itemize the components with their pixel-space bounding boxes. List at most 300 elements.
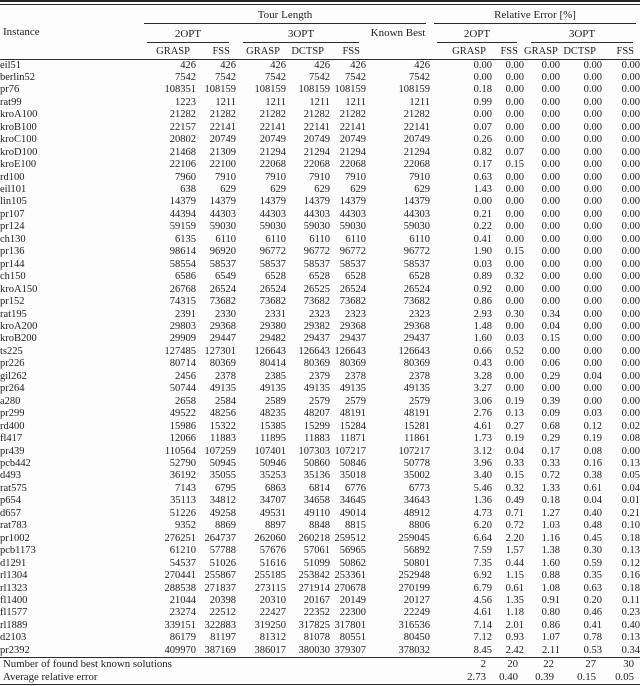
relative-error-cell: 0.21 <box>473 208 492 220</box>
tour-length-cell: 26768 <box>169 283 196 295</box>
tour-length-cell: 29380 <box>259 321 286 333</box>
instance-cell: kroA200 <box>0 321 38 333</box>
tour-length-cell: 80369 <box>303 358 330 370</box>
table-row <box>0 558 640 570</box>
table-row <box>0 446 640 458</box>
tour-length-cell: 6814 <box>309 482 330 494</box>
summary-value: 0.39 <box>535 671 554 684</box>
tour-length-cell: 9352 <box>175 520 196 532</box>
column-header-fss: FSS <box>212 45 230 57</box>
tour-length-cell: 14379 <box>339 196 366 208</box>
tour-length-cell: 49135 <box>339 383 366 395</box>
instance-cell: pr439 <box>0 445 25 457</box>
tour-length-cell: 96772 <box>339 246 366 258</box>
relative-error-cell: 1.35 <box>505 594 524 606</box>
tour-length-cell: 22352 <box>303 607 330 619</box>
table-row <box>0 358 640 370</box>
tour-length-cell: 339151 <box>164 619 196 631</box>
table-row <box>0 470 640 482</box>
tour-length-cell: 7910 <box>309 171 330 183</box>
relative-error-cell: 0.00 <box>621 246 640 258</box>
tour-length-cell: 49135 <box>303 383 330 395</box>
relative-error-cell: 0.18 <box>473 84 492 96</box>
instance-cell: pr144 <box>0 258 25 270</box>
relative-error-cell: 0.04 <box>505 445 524 457</box>
relative-error-cell: 0.00 <box>621 345 640 357</box>
tour-length-cell: 51226 <box>169 507 196 519</box>
tour-length-cell: 80369 <box>209 358 236 370</box>
opt3-label: 3OPT <box>243 28 359 43</box>
relative-error-cell: 7.59 <box>473 545 492 557</box>
known-best-cell: 80450 <box>403 632 430 644</box>
relative-error-cell: 0.00 <box>473 59 492 71</box>
relative-error-cell: 0.13 <box>505 408 524 420</box>
relative-error-cell: 0.41 <box>473 233 492 245</box>
tour-length-cell: 380030 <box>298 644 330 656</box>
relative-error-cell: 0.00 <box>583 383 602 395</box>
column-header-grasp: GRASP <box>156 45 190 57</box>
relative-error-cell: 0.00 <box>505 59 524 71</box>
opt2-label: 2OPT <box>437 28 517 43</box>
instance-cell: pr136 <box>0 246 25 258</box>
relative-error-cell: 0.00 <box>505 221 524 233</box>
relative-error-cell: 0.16 <box>621 570 640 582</box>
tour-length-cell: 2579 <box>345 395 366 407</box>
table-row <box>0 72 640 84</box>
relative-error-cell: 0.04 <box>541 321 560 333</box>
tour-length-cell: 44303 <box>259 208 286 220</box>
relative-error-cell: 0.08 <box>621 433 640 445</box>
table-row <box>0 147 640 159</box>
column-header-dctsp: DCTSP <box>291 45 324 57</box>
instance-cell: fl1400 <box>0 594 28 606</box>
relative-error-cell: 0.49 <box>505 495 524 507</box>
instance-cell: pcb442 <box>0 458 31 469</box>
tour-length-cell: 6528 <box>309 271 330 283</box>
table-row <box>0 346 640 358</box>
tour-length-cell: 98614 <box>169 246 196 258</box>
relative-error-cell: 0.00 <box>621 84 640 96</box>
relative-error-cell: 0.00 <box>541 296 560 308</box>
instance-cell: pr107 <box>0 208 25 220</box>
tour-length-cell: 49110 <box>304 507 330 519</box>
tour-length-cell: 2391 <box>175 308 196 320</box>
relative-error-cell: 0.00 <box>621 445 640 457</box>
table-row <box>0 520 640 532</box>
tour-length-cell: 58537 <box>209 258 236 270</box>
known-best-cell: 22249 <box>403 607 430 619</box>
relative-error-cell: 0.00 <box>583 395 602 407</box>
relative-error-cell: 0.86 <box>541 619 560 631</box>
known-best-cell: 48912 <box>403 507 430 519</box>
relative-error-cell: 0.34 <box>541 308 560 320</box>
relative-error-cell: 0.00 <box>505 358 524 370</box>
relative-error-cell: 0.00 <box>621 258 640 270</box>
known-best-cell: 44303 <box>403 208 430 220</box>
tour-length-cell: 2331 <box>265 308 286 320</box>
relative-error-cell: 0.00 <box>505 184 524 196</box>
relative-error-cell: 1.57 <box>505 545 524 557</box>
relative-error-cell: 0.00 <box>621 308 640 320</box>
tour-length-cell: 35055 <box>209 470 236 482</box>
tour-length-cell: 35113 <box>170 495 196 507</box>
tour-length-cell: 48256 <box>209 408 236 420</box>
relative-error-cell: 0.15 <box>505 246 524 258</box>
relative-error-cell: 0.00 <box>583 71 602 83</box>
tour-length-cell: 110564 <box>164 445 196 457</box>
relative-error-cell: 0.00 <box>621 96 640 108</box>
relative-error-cell: 1.60 <box>541 557 560 569</box>
relative-error-cell: 0.00 <box>505 109 524 121</box>
relative-error-cell: 4.73 <box>473 507 492 519</box>
relative-error-cell: 0.00 <box>541 383 560 395</box>
relative-error-cell: 5.46 <box>473 482 492 494</box>
tour-length-cell: 426 <box>220 59 236 71</box>
tour-length-cell: 80714 <box>169 358 196 370</box>
relative-error-cell: 0.63 <box>583 582 602 594</box>
tour-length-cell: 51616 <box>259 557 286 569</box>
relative-error-cell: 0.82 <box>473 146 492 158</box>
relative-error-cell: 0.89 <box>473 271 492 283</box>
tour-length-cell: 108159 <box>254 84 286 96</box>
table-row <box>0 109 640 121</box>
instance-cell: rl1304 <box>0 570 28 582</box>
instance-cell: d493 <box>0 470 21 482</box>
relative-error-cell: 0.00 <box>621 370 640 382</box>
relative-error-cell: 0.59 <box>583 557 602 569</box>
tour-length-cell: 426 <box>270 59 286 71</box>
tour-length-cell: 7960 <box>175 171 196 183</box>
tour-length-cell: 2456 <box>175 370 196 382</box>
relative-error-cell: 0.00 <box>583 96 602 108</box>
tour-length-cell: 108159 <box>298 84 330 96</box>
tour-length-cell: 22141 <box>259 121 286 133</box>
results-table <box>0 4 640 685</box>
tour-length-cell: 50946 <box>259 458 286 469</box>
tour-length-cell: 2658 <box>175 395 196 407</box>
tour-length-cell: 126643 <box>298 345 330 357</box>
relative-error-cell: 0.00 <box>541 171 560 183</box>
tour-length-cell: 22068 <box>303 159 330 171</box>
tour-length-cell: 20802 <box>169 134 196 146</box>
tour-length-cell: 126643 <box>254 345 286 357</box>
relative-error-cell: 0.00 <box>541 258 560 270</box>
known-best-cell: 35002 <box>403 470 430 482</box>
instance-cell: pr264 <box>0 383 25 395</box>
relative-error-cell: 0.08 <box>583 445 602 457</box>
tour-length-cell: 255185 <box>254 570 286 582</box>
known-best-cell: 49135 <box>403 383 430 395</box>
known-best-cell: 48191 <box>403 408 430 420</box>
table-row <box>0 408 640 420</box>
relative-error-cell: 0.41 <box>583 619 602 631</box>
tour-length-cell: 108159 <box>204 84 236 96</box>
instance-cell: ch150 <box>0 271 26 283</box>
relative-error-cell: 0.00 <box>541 184 560 196</box>
instance-cell: pr2392 <box>0 644 30 656</box>
table-row <box>0 495 640 507</box>
relative-error-cell: 1.33 <box>541 482 560 494</box>
relative-error-cell: 3.28 <box>473 370 492 382</box>
summary-value: 2 <box>480 658 486 671</box>
tour-length-cell: 49135 <box>259 383 286 395</box>
tour-length-cell: 629 <box>220 184 236 196</box>
tour-length-cell: 426 <box>180 59 196 71</box>
relative-error-cell: 0.00 <box>621 184 640 196</box>
table-row <box>0 583 640 595</box>
tour-length-cell: 26524 <box>209 283 236 295</box>
summary-row-average-error <box>0 671 640 684</box>
tour-length-cell: 11895 <box>260 433 286 445</box>
tour-length-cell: 29909 <box>169 333 196 345</box>
relative-error-cell: 0.17 <box>541 445 560 457</box>
known-best-cell: 50778 <box>403 458 430 469</box>
table-row <box>0 159 640 171</box>
relative-error-cell: 0.00 <box>541 233 560 245</box>
table-row <box>0 59 640 72</box>
instance-cell: pr76 <box>0 84 20 96</box>
known-best-cell: 21294 <box>403 146 430 158</box>
known-best-cell: 629 <box>414 184 430 196</box>
relative-error-cell: 0.00 <box>621 296 640 308</box>
tour-length-cell: 1223 <box>175 96 196 108</box>
tour-length-cell: 57788 <box>209 545 236 557</box>
table-body <box>0 59 640 658</box>
tour-length-cell: 20749 <box>259 134 286 146</box>
tour-length-cell: 262060 <box>254 532 286 544</box>
known-best-cell: 6528 <box>409 271 430 283</box>
relative-error-cell: 0.00 <box>541 345 560 357</box>
relative-error-cell: 0.53 <box>583 644 602 656</box>
relative-error-cell: 0.46 <box>583 607 602 619</box>
relative-error-cell: 0.88 <box>541 570 560 582</box>
tour-length-cell: 58537 <box>259 258 286 270</box>
tour-length-cell: 48207 <box>303 408 330 420</box>
relative-error-cell: 0.00 <box>583 333 602 345</box>
summary-value: 27 <box>585 658 596 671</box>
relative-error-cell: 0.86 <box>473 296 492 308</box>
relative-error-cell: 0.44 <box>505 557 524 569</box>
relative-error-cell: 0.00 <box>583 233 602 245</box>
relative-error-cell: 2.93 <box>473 308 492 320</box>
tour-length-cell: 59030 <box>259 221 286 233</box>
instance-cell: pr1002 <box>0 532 30 544</box>
relative-error-cell: 1.48 <box>473 321 492 333</box>
instance-cell: kroB100 <box>0 121 37 133</box>
table-summary <box>0 658 640 685</box>
tour-length-cell: 7542 <box>309 71 330 83</box>
known-best-cell: 26524 <box>403 283 430 295</box>
table-row <box>0 172 640 184</box>
tour-length-cell: 107217 <box>334 445 366 457</box>
relative-error-cell: 7.35 <box>473 557 492 569</box>
relative-error-cell: 0.04 <box>621 482 640 494</box>
relative-error-cell: 0.21 <box>621 507 640 519</box>
tour-length-cell: 73682 <box>259 296 286 308</box>
relative-error-cell: 0.00 <box>583 345 602 357</box>
known-best-cell: 108159 <box>398 84 430 96</box>
tour-length-cell: 387169 <box>204 644 236 656</box>
relative-error-cell: 0.03 <box>505 333 524 345</box>
table-row <box>0 333 640 345</box>
relative-error-cell: 0.10 <box>621 520 640 532</box>
tour-length-cell: 2589 <box>265 395 286 407</box>
summary-row-best-known <box>0 658 640 671</box>
tour-length-cell: 36192 <box>169 470 196 482</box>
relative-error-cell: 0.91 <box>541 594 560 606</box>
tour-length-cell: 15322 <box>209 420 236 432</box>
instance-cell: pr152 <box>0 296 25 308</box>
relative-error-cell: 0.00 <box>621 395 640 407</box>
relative-error-cell: 3.27 <box>473 383 492 395</box>
tour-length-cell: 2323 <box>309 308 330 320</box>
tour-length-cell: 379307 <box>334 644 366 656</box>
table-row <box>0 134 640 146</box>
tour-length-cell: 74315 <box>169 296 196 308</box>
relative-error-cell: 0.00 <box>505 208 524 220</box>
tour-length-cell: 7143 <box>175 482 196 494</box>
tour-length-cell: 22427 <box>259 607 286 619</box>
tour-length-cell: 57676 <box>259 545 286 557</box>
known-best-cell: 14379 <box>403 196 430 208</box>
summary-value: 0.05 <box>615 671 635 684</box>
instance-cell: kroB200 <box>0 333 37 345</box>
table-row <box>0 321 640 333</box>
tour-length-cell: 259512 <box>334 532 366 544</box>
known-best-cell: 20749 <box>403 134 430 146</box>
instance-cell: berlin52 <box>0 71 35 83</box>
group-header-3opt-tour <box>236 24 366 43</box>
tour-length-cell: 20310 <box>259 594 286 606</box>
tour-length-cell: 270678 <box>334 582 366 594</box>
tour-length-cell: 21468 <box>169 146 196 158</box>
tour-length-cell: 59030 <box>303 221 330 233</box>
relative-error-cell: 0.71 <box>505 507 524 519</box>
tour-length-cell: 86179 <box>169 632 196 644</box>
tour-length-cell: 6528 <box>345 271 366 283</box>
table-row <box>0 458 640 470</box>
relative-error-cell: 0.18 <box>621 532 640 544</box>
relative-error-cell: 0.00 <box>505 258 524 270</box>
relative-error-cell: 1.18 <box>505 607 524 619</box>
table-row <box>0 645 640 658</box>
tour-length-cell: 6135 <box>175 233 196 245</box>
tour-length-cell: 7910 <box>265 171 286 183</box>
tour-length-cell: 29803 <box>169 321 196 333</box>
tour-length-cell: 1211 <box>265 96 286 108</box>
tour-length-cell: 81078 <box>303 632 330 644</box>
table-row <box>0 97 640 109</box>
relative-error-cell: 0.12 <box>583 420 602 432</box>
relative-error-cell: 1.03 <box>541 520 560 532</box>
table-row <box>0 246 640 258</box>
tour-length-cell: 6586 <box>175 271 196 283</box>
relative-error-cell: 1.07 <box>541 632 560 644</box>
instance-cell: rl1889 <box>0 619 28 631</box>
relative-error-cell: 0.40 <box>583 507 602 519</box>
relative-error-cell: 4.61 <box>473 607 492 619</box>
tour-length-cell: 21309 <box>209 146 236 158</box>
relative-error-cell: 0.15 <box>505 470 524 482</box>
relative-error-cell: 0.38 <box>583 470 602 482</box>
relative-error-cell: 0.17 <box>473 159 492 171</box>
tour-length-cell: 11871 <box>340 433 366 445</box>
table-row <box>0 122 640 134</box>
tour-length-cell: 96772 <box>259 246 286 258</box>
tour-length-cell: 34812 <box>209 495 236 507</box>
tour-length-cell: 14379 <box>259 196 286 208</box>
tour-length-cell: 51026 <box>209 557 236 569</box>
relative-error-cell: 0.00 <box>583 134 602 146</box>
tour-length-cell: 108351 <box>164 84 196 96</box>
table-row <box>0 433 640 445</box>
summary-value: 22 <box>543 658 554 671</box>
known-best-cell: 22068 <box>403 159 430 171</box>
relative-error-cell: 3.12 <box>473 445 492 457</box>
relative-error-cell: 0.45 <box>583 532 602 544</box>
tour-length-cell: 322883 <box>204 619 236 631</box>
tour-length-cell: 253842 <box>298 570 330 582</box>
instance-cell: pr226 <box>0 358 25 370</box>
relative-error-cell: 0.18 <box>621 582 640 594</box>
tour-length-cell: 34707 <box>259 495 286 507</box>
relative-error-cell: 0.00 <box>473 109 492 121</box>
relative-error-cell: 0.00 <box>621 109 640 121</box>
tour-length-cell: 22300 <box>339 607 366 619</box>
tour-length-cell: 29368 <box>209 321 236 333</box>
instance-cell: kroE100 <box>0 159 37 171</box>
relative-error-cell: 0.00 <box>621 171 640 183</box>
relative-error-cell: 0.00 <box>583 109 602 121</box>
tour-length-cell: 51099 <box>303 557 330 569</box>
relative-error-cell: 1.15 <box>505 570 524 582</box>
instance-cell: lin105 <box>0 196 27 208</box>
relative-error-cell: 1.43 <box>473 184 492 196</box>
relative-error-cell: 0.00 <box>505 370 524 382</box>
relative-error-cell: 0.00 <box>621 134 640 146</box>
tour-length-cell: 35018 <box>339 470 366 482</box>
relative-error-cell: 0.27 <box>505 420 524 432</box>
relative-error-cell: 3.06 <box>473 395 492 407</box>
column-header-instance: Instance <box>3 25 40 38</box>
relative-error-cell: 0.93 <box>505 632 524 644</box>
relative-error-cell: 0.35 <box>583 570 602 582</box>
tour-length-cell: 22141 <box>339 121 366 133</box>
relative-error-cell: 0.00 <box>541 283 560 295</box>
relative-error-cell: 0.00 <box>505 134 524 146</box>
tour-length-cell: 49135 <box>209 383 236 395</box>
tour-length-cell: 34658 <box>303 495 330 507</box>
tour-length-cell: 21294 <box>259 146 286 158</box>
tour-length-cell: 2378 <box>215 370 236 382</box>
tour-length-cell: 21282 <box>209 109 236 121</box>
known-best-cell: 21282 <box>403 109 430 121</box>
tour-length-cell: 6795 <box>215 482 236 494</box>
tour-length-cell: 107401 <box>254 445 286 457</box>
tour-length-cell: 29482 <box>259 333 286 345</box>
relative-error-cell: 0.07 <box>473 121 492 133</box>
table-row <box>0 421 640 433</box>
instance-cell: d1291 <box>0 557 27 569</box>
relative-error-cell: 0.00 <box>621 333 640 345</box>
tour-length-cell: 44303 <box>303 208 330 220</box>
tour-length-cell: 29382 <box>303 321 330 333</box>
relative-error-cell: 0.00 <box>505 321 524 333</box>
tour-length-cell: 276251 <box>164 532 196 544</box>
tour-length-cell: 2385 <box>265 370 286 382</box>
relative-error-cell: 0.00 <box>621 121 640 133</box>
relative-error-cell: 0.19 <box>505 395 524 407</box>
